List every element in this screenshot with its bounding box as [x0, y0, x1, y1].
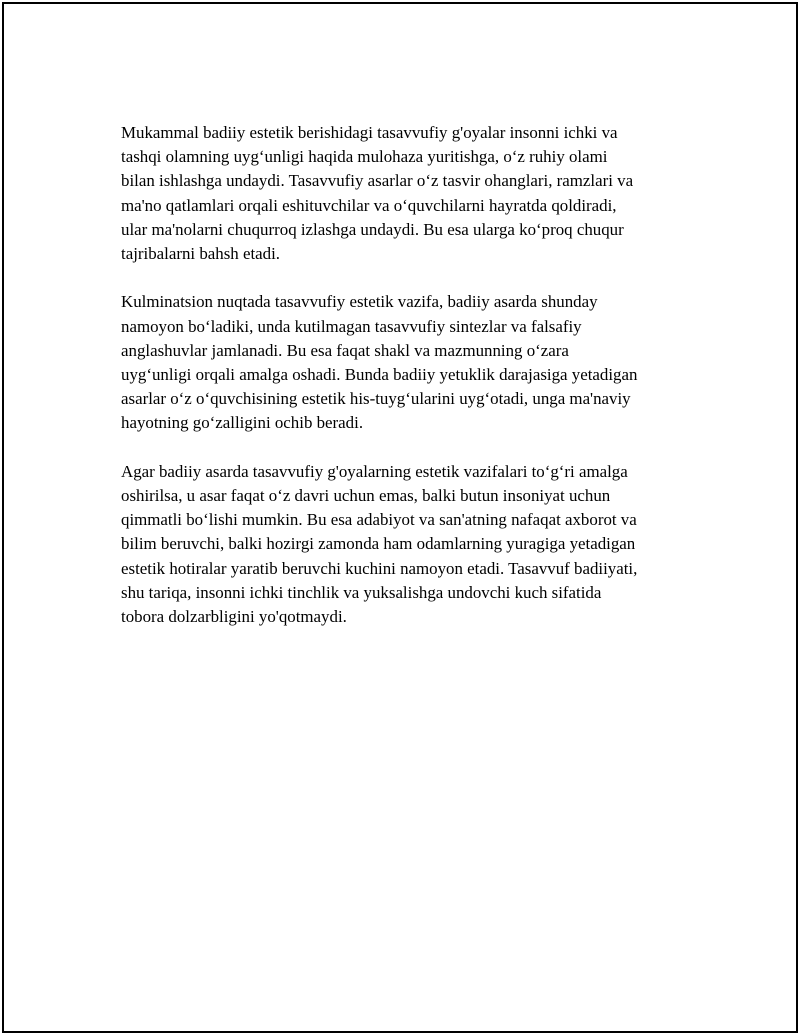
text-line: bilan ishlashga undaydi. Tasavvufiy asarlar o‘z tasvir ohanglari, ramzlari va — [121, 171, 634, 191]
text-line: tobora dolzarbligini yo'qotmaydi. — [121, 607, 347, 627]
text-line: tajribalarni bahsh etadi. — [121, 244, 280, 264]
text-line: tashqi olamning uyg‘unligi haqida mulohaza yuritishga, o‘z ruhiy olami — [121, 147, 608, 167]
text-line: ular ma'nolarni chuqurroq izlashga undaydi. Bu esa ularga ko‘proq chuqur — [121, 219, 624, 239]
text-line: namoyon bo‘ladiki, unda kutilmagan tasavvufiy sintezlar va falsafiy — [121, 316, 582, 336]
paragraph-2 — [121, 290, 691, 435]
paragraph-1 — [121, 121, 691, 266]
paragraph-3 — [121, 460, 691, 629]
text-line: Mukammal badiiy estetik berishidagi tasavvufiy g'oyalar insonni ichki va — [121, 123, 618, 142]
page-frame — [2, 2, 798, 1033]
document-body — [121, 121, 691, 629]
text-line: ma'no qatlamlari orqali eshituvchilar va o‘quvchilarni hayratda qoldiradi, — [121, 195, 617, 215]
text-line: Agar badiiy asarda tasavvufiy g'oyalarning estetik vazifalari to‘g‘ri amalga — [121, 461, 628, 481]
text-line: shu tariqa, insonni ichki tinchlik va yuksalishga undovchi kuch sifatida — [121, 582, 602, 602]
text-line: asarlar o‘z o‘quvchisining estetik his-tuyg‘ularini uyg‘otadi, unga ma'naviy — [121, 389, 631, 409]
text-line: Kulminatsion nuqtada tasavvufiy estetik vazifa, badiiy asarda shunday — [121, 292, 598, 312]
text-line: bilim beruvchi, balki hozirgi zamonda ham odamlarning yuragiga yetadigan — [121, 534, 636, 554]
text-line: qimmatli bo‘lishi mumkin. Bu esa adabiyot va san'atning nafaqat axborot va — [121, 510, 637, 530]
text-line: oshirilsa, u asar faqat o‘z davri uchun emas, balki butun insoniyat uchun — [121, 486, 611, 506]
text-line: uyg‘unligi orqali amalga oshadi. Bunda badiiy yetuklik darajasiga yetadigan — [121, 365, 638, 385]
text-line: estetik hotiralar yaratib beruvchi kuchini namoyon etadi. Tasavvuf badiiyati, — [121, 558, 638, 578]
text-line: anglashuvlar jamlanadi. Bu esa faqat shakl va mazmunning o‘zara — [121, 340, 569, 360]
text-line: hayotning go‘zalligini ochib beradi. — [121, 413, 364, 433]
